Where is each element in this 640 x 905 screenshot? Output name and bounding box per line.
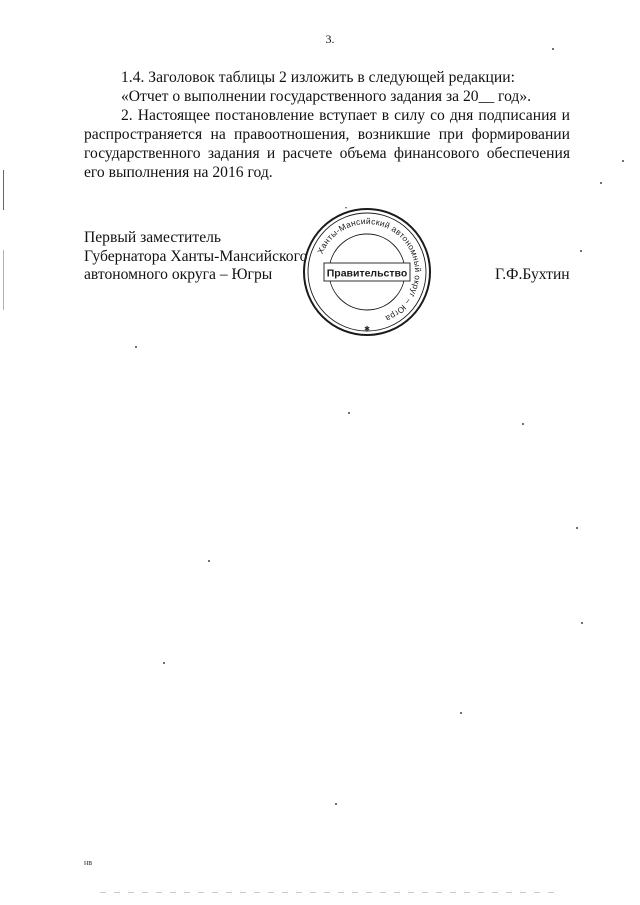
seal-star-icon: ✱ bbox=[364, 325, 370, 333]
signatory-name: Г.Ф.Бухтин bbox=[495, 266, 570, 283]
scan-artifact-line bbox=[3, 170, 4, 210]
page-number: 3. bbox=[325, 32, 335, 46]
scan-artifact-dot bbox=[580, 250, 582, 252]
signatory-title-line: Первый заместитель bbox=[84, 229, 222, 246]
paragraph-quote: «Отчет о выполнении государственного задания за 20__ год». bbox=[121, 88, 532, 105]
seal-tick-icon: ⌃ bbox=[343, 206, 349, 214]
document-body bbox=[84, 68, 570, 182]
scan-artifact-dot bbox=[460, 712, 462, 714]
seal-ring-text: Ханты-Мансийский автономный округ – Югра bbox=[315, 215, 424, 324]
paragraph-1-4: 1.4. Заголовок таблицы 2 изложить в следующей редакции: bbox=[121, 69, 515, 86]
scan-artifact-dot bbox=[163, 662, 165, 664]
scan-artifact-bottom bbox=[100, 892, 560, 893]
paragraph-2: 2. Настоящее постановление вступает в силу со дня подписания и распространяется на правоотношения, возникшие при формировании государственного задания и расчете объема финансового обеспечения его выполнения на 2016 год. bbox=[84, 107, 570, 181]
scan-artifact-dot bbox=[600, 182, 602, 184]
footer-code: нв bbox=[84, 858, 93, 867]
scan-artifact-dot bbox=[348, 412, 350, 414]
scan-artifact-dot bbox=[552, 48, 554, 50]
signatory-title-line: автономного округа – Югры bbox=[84, 266, 273, 283]
scan-artifact-dot bbox=[576, 527, 578, 529]
seal-center-text: Правительство bbox=[326, 267, 408, 280]
scan-artifact-line bbox=[3, 250, 4, 310]
scan-artifact-dot bbox=[522, 423, 524, 425]
scan-artifact-dot bbox=[335, 803, 337, 805]
scan-artifact-dot bbox=[581, 622, 583, 624]
scan-artifact-dot bbox=[208, 560, 210, 562]
scan-artifact-dot bbox=[135, 346, 137, 348]
signatory-title-line: Губернатора Ханты-Мансийского bbox=[84, 247, 308, 265]
scan-artifact-dot bbox=[622, 160, 624, 162]
official-seal bbox=[300, 205, 434, 339]
signatory-title bbox=[84, 229, 314, 285]
